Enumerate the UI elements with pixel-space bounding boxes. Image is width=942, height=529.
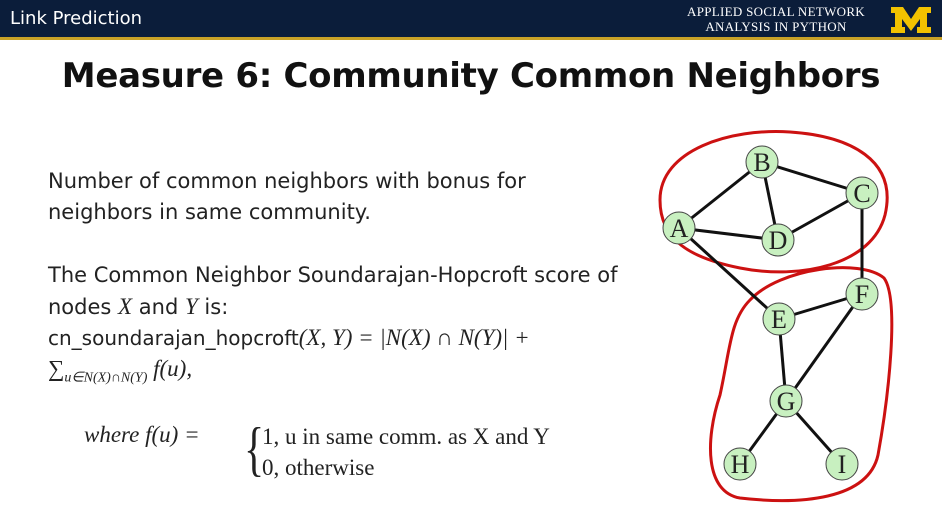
formula-function-name: cn_soundarajan_hopcroft [48,326,299,350]
score-intro-text: The Common Neighbor Soundarajan-Hopcroft score of nodes [48,263,618,319]
slide-title: Measure 6: Community Common Neighbors [61,56,881,96]
node-label-C: C [853,179,871,208]
and-text: and [132,295,185,319]
cases-brace: { [244,416,265,482]
node-label-B: B [753,148,771,177]
section-title: Link Prediction [10,8,143,29]
course-title-line1: APPLIED SOCIAL NETWORK [687,4,865,19]
where-text: where f(u) = [84,422,200,447]
sum-symbol: ∑ [48,356,65,381]
is-text: is: [197,295,229,319]
sum-function: f(u), [147,356,193,381]
course-title-line2: ANALYSIS IN PYTHON [705,19,847,34]
sum-subscript: u∈N(X)∩N(Y) [64,370,148,386]
description-paragraph: Number of common neighbors with bonus for neighbors in same community. [48,169,526,224]
var-x: X [118,294,133,319]
case-one: 1, u in same comm. as X and Y [262,424,550,449]
node-label-G: G [776,387,796,416]
var-y: Y [184,294,198,319]
node-label-E: E [771,305,787,334]
case-two: 0, otherwise [262,455,375,480]
edge-F-G [786,294,862,401]
node-label-D: D [768,226,788,255]
node-label-F: F [854,280,870,309]
node-label-I: I [837,450,847,479]
node-label-H: H [730,450,750,479]
node-label-A: A [669,214,689,243]
formula-args: (X, Y) = |N(X) ∩ N(Y)| + [298,325,530,350]
